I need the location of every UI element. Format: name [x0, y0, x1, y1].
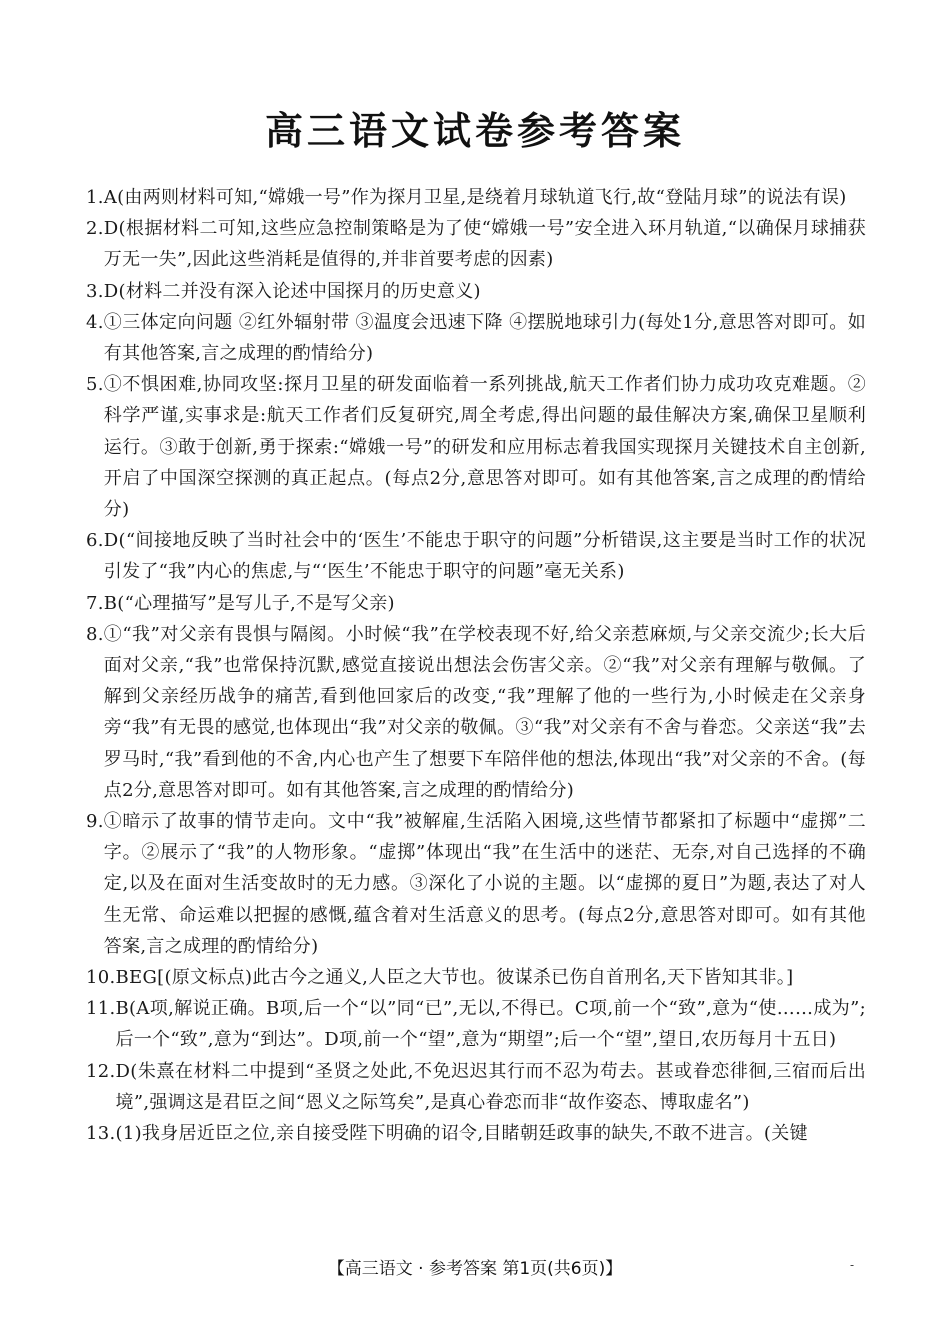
answer-text: ①暗示了故事的情节走向。文中“我”被解雇,生活陷入困境,这些情节都紧扣了标题中“虚掷”二字。②展示了“我”的人物形象。“虚掷”体现出“我”在生活中的迷茫、无奈,对自己选择的不确定,以及在面对生活变故时的无力感。③深化了小说的主题。以“虚掷的夏日”为题,表达了对人生无常、命运难以把握的感慨,蕴含着对生活意义的思考。(每点2分,意思答对即可。如有其他答案,言之成理的酌情给分) — [103, 811, 866, 957]
answer-text: ①“我”对父亲有畏惧与隔阂。小时候“我”在学校表现不好,给父亲惹麻烦,与父亲交流少;长大后面对父亲,“我”也常保持沉默,感觉直接说出想法会伤害父亲。②“我”对父亲有理解与敬佩。了解到父亲经历战争的痛苦,看到他回家后的改变,“我”理解了他的一些行为,小时候走在父亲身旁“我”有无畏的感觉,也体现出“我”对父亲的敬佩。③“我”对父亲有不舍与眷恋。父亲送“我”去罗马时,“我”看到他的不舍,内心也产生了想要下车陪伴他的想法,体现出“我”对父亲的不舍。(每点2分,意思答对即可。如有其他答案,言之成理的酌情给分) — [103, 623, 866, 801]
answer-item — [86, 369, 866, 525]
answer-item — [86, 525, 866, 587]
answer-number: 1. — [86, 187, 104, 208]
answer-list — [86, 182, 866, 1149]
answer-text: D(根据材料二可知,这些应急控制策略是为了使“嫦娥一号”安全进入环月轨道,“以确保月球捕获万无一失”,因此这些消耗是值得的,并非首要考虑的因素) — [103, 218, 866, 271]
corner-mark: - — [850, 1258, 855, 1272]
answer-text: B(“心理描写”是写儿子,不是写父亲) — [103, 592, 395, 614]
answer-number: 11. — [86, 998, 116, 1020]
answer-item — [86, 276, 866, 307]
answer-number: 10. — [86, 967, 116, 989]
answer-item — [86, 1118, 866, 1149]
answer-text: BEG[(原文标点)此古今之通义,人臣之大节也。彼谋杀已伤自首刑名,天下皆知其非。] — [115, 967, 794, 989]
answer-item — [86, 962, 866, 993]
answer-item — [86, 182, 866, 213]
answer-item — [86, 307, 866, 369]
answer-number: 5. — [86, 374, 104, 396]
page-title: 高三语文试卷参考答案 — [264, 109, 685, 153]
answer-item — [86, 1056, 866, 1118]
answer-number: 7. — [86, 592, 104, 614]
answer-item — [86, 588, 866, 619]
answer-item — [86, 619, 866, 806]
answer-number: 9. — [86, 811, 104, 833]
answer-text: B(A项,解说正确。B项,后一个“以”同“已”,无以,不得已。C项,前一个“致”,意为“使……成为”;后一个“致”,意为“到达”。D项,前一个“望”,意为“期望”;后一个“望”,望日,农历每月十五日) — [115, 998, 866, 1051]
answer-text: ①三体定向问题 ②红外辐射带 ③温度会迅速下降 ④摆脱地球引力(每处1分,意思答对即可。如有其他答案,言之成理的酌情给分) — [103, 311, 866, 365]
answer-text: D(朱熹在材料二中提到“圣贤之处此,不免迟迟其行而不忍为苟去。甚或眷恋徘徊,三宿而后出境”,强调这是君臣之间“恩义之际笃矣”,是真心眷恋而非“故作姿态、博取虚名”) — [115, 1060, 866, 1113]
answer-number: 4. — [86, 311, 104, 333]
answer-text: D(材料二并没有深入论述中国探月的历史意义) — [103, 280, 481, 302]
answer-number: 2. — [86, 218, 104, 240]
answer-number: 8. — [86, 623, 104, 645]
answer-number: 13. — [86, 1123, 116, 1145]
answer-text: D(“间接地反映了当时社会中的‘医生’不能忠于职守的问题”分析错误,这主要是当时工作的状况引发了“我”内心的焦虑,与“‘医生’不能忠于职守的问题”毫无关系) — [103, 530, 866, 583]
answer-item — [86, 993, 866, 1055]
answer-text: (1)我身居近臣之位,亲自接受陛下明确的诏令,目睹朝廷政事的缺失,不敢不进言。(关键 — [115, 1123, 808, 1145]
answer-text: ①不惧困难,协同攻坚:探月卫星的研发面临着一系列挑战,航天工作者们协力成功攻克难题。②科学严谨,实事求是:航天工作者们反复研究,周全考虑,得出问题的最佳解决方案,确保卫星顺利运行。③敢于创新,勇于探索:“嫦娥一号”的研发和应用标志着我国实现探月关键技术自主创新,开启了中国深空探测的真正起点。(每点2分,意思答对即可。如有其他答案,言之成理的酌情给分) — [103, 374, 866, 521]
page-footer: 【高三语文 · 参考答案 第1页(共6页)】 — [327, 1259, 623, 1279]
answer-text: A(由两则材料可知,“嫦娥一号”作为探月卫星,是绕着月球轨道飞行,故“登陆月球”的说法有误) — [103, 187, 847, 208]
answer-item — [86, 806, 866, 962]
answer-number: 12. — [86, 1060, 116, 1082]
answer-number: 6. — [86, 530, 104, 552]
answer-item — [86, 213, 866, 275]
answer-number: 3. — [86, 280, 104, 302]
